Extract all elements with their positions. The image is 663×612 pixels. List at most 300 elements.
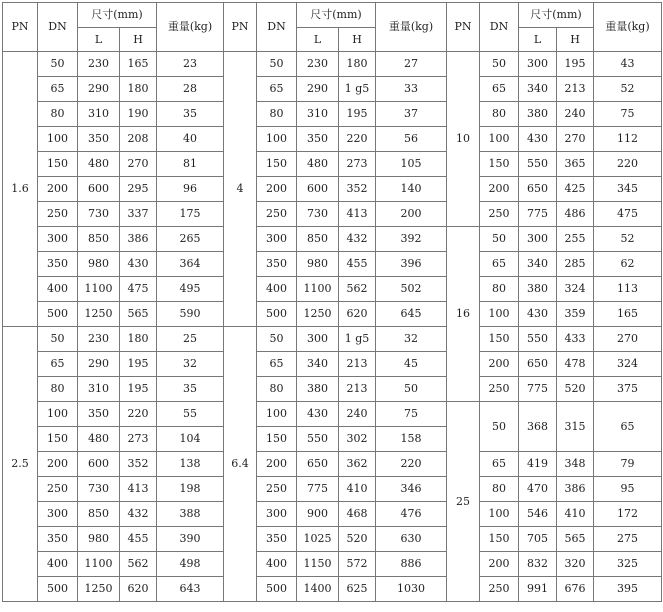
dn-header: DN — [480, 3, 519, 52]
l-cell: 980 — [297, 252, 339, 277]
l-cell: 980 — [78, 527, 120, 552]
dn-cell: 150 — [38, 427, 78, 452]
weight-cell: 396 — [376, 252, 447, 277]
dn-cell: 150 — [480, 327, 519, 352]
l-cell: 1250 — [297, 302, 339, 327]
dn-cell: 50 — [480, 52, 519, 77]
weight-header: 重量(kg) — [594, 3, 662, 52]
l-header: L — [78, 28, 120, 52]
weight-cell: 390 — [157, 527, 224, 552]
dn-cell: 500 — [257, 577, 297, 602]
weight-cell: 56 — [376, 127, 447, 152]
h-cell: 520 — [339, 527, 376, 552]
dn-cell: 200 — [257, 452, 297, 477]
size-header: 尺寸(mm) — [519, 3, 594, 28]
dn-cell: 350 — [257, 252, 297, 277]
table-row — [3, 52, 662, 77]
table-row — [3, 452, 662, 477]
dn-cell: 65 — [480, 77, 519, 102]
dn-cell: 250 — [38, 477, 78, 502]
pn-cell: 10 — [447, 52, 480, 227]
weight-cell: 392 — [376, 227, 447, 252]
h-cell: 165 — [120, 52, 157, 77]
weight-cell: 75 — [376, 402, 447, 427]
dn-cell: 300 — [257, 227, 297, 252]
dn-cell: 300 — [38, 227, 78, 252]
header-row-1 — [3, 3, 662, 28]
weight-cell: 138 — [157, 452, 224, 477]
weight-cell: 32 — [157, 352, 224, 377]
h-cell: 320 — [557, 552, 594, 577]
l-cell: 300 — [519, 227, 557, 252]
weight-cell: 52 — [594, 227, 662, 252]
dn-cell: 350 — [257, 527, 297, 552]
weight-cell: 476 — [376, 502, 447, 527]
h-cell: 220 — [339, 127, 376, 152]
l-cell: 230 — [78, 327, 120, 352]
weight-cell: 1030 — [376, 577, 447, 602]
l-cell: 1100 — [78, 552, 120, 577]
h-cell: 478 — [557, 352, 594, 377]
h-cell: 337 — [120, 202, 157, 227]
weight-cell: 498 — [157, 552, 224, 577]
weight-cell: 325 — [594, 552, 662, 577]
weight-header: 重量(kg) — [157, 3, 224, 52]
pn-cell: 1.6 — [3, 52, 38, 327]
dn-cell: 150 — [257, 152, 297, 177]
l-cell: 310 — [297, 102, 339, 127]
weight-cell: 275 — [594, 527, 662, 552]
l-cell: 350 — [78, 402, 120, 427]
h-cell: 240 — [339, 402, 376, 427]
h-cell: 562 — [339, 277, 376, 302]
weight-header: 重量(kg) — [376, 3, 447, 52]
weight-cell: 175 — [157, 202, 224, 227]
l-cell: 850 — [297, 227, 339, 252]
dn-cell: 350 — [38, 527, 78, 552]
h-cell: 413 — [339, 202, 376, 227]
h-cell: 386 — [557, 477, 594, 502]
table-row — [3, 202, 662, 227]
dn-cell: 400 — [257, 277, 297, 302]
l-cell: 730 — [78, 202, 120, 227]
h-cell: 295 — [120, 177, 157, 202]
weight-cell: 645 — [376, 302, 447, 327]
weight-cell: 270 — [594, 327, 662, 352]
pn-cell: 16 — [447, 227, 480, 402]
h-cell: 195 — [557, 52, 594, 77]
l-cell: 1025 — [297, 527, 339, 552]
dn-cell: 65 — [480, 452, 519, 477]
h-cell: 213 — [339, 352, 376, 377]
weight-cell: 81 — [157, 152, 224, 177]
h-cell: 270 — [120, 152, 157, 177]
weight-cell: 45 — [376, 352, 447, 377]
weight-cell: 95 — [594, 477, 662, 502]
dn-cell: 400 — [257, 552, 297, 577]
size-header: 尺寸(mm) — [78, 3, 157, 28]
table-row — [3, 552, 662, 577]
weight-cell: 113 — [594, 277, 662, 302]
dn-cell: 250 — [480, 202, 519, 227]
dn-cell: 200 — [480, 352, 519, 377]
l-cell: 300 — [297, 327, 339, 352]
l-cell: 419 — [519, 452, 557, 477]
h-header: H — [120, 28, 157, 52]
dn-cell: 50 — [257, 327, 297, 352]
l-cell: 1150 — [297, 552, 339, 577]
dn-cell: 80 — [38, 102, 78, 127]
weight-cell: 502 — [376, 277, 447, 302]
l-cell: 1250 — [78, 577, 120, 602]
dn-cell: 250 — [480, 577, 519, 602]
l-cell: 850 — [78, 227, 120, 252]
l-cell: 1100 — [78, 277, 120, 302]
h-cell: 432 — [120, 502, 157, 527]
h-cell: 386 — [120, 227, 157, 252]
h-cell: 520 — [557, 377, 594, 402]
h-cell: 302 — [339, 427, 376, 452]
l-cell: 380 — [519, 102, 557, 127]
l-cell: 480 — [78, 152, 120, 177]
dn-cell: 100 — [480, 302, 519, 327]
l-cell: 380 — [297, 377, 339, 402]
weight-cell: 886 — [376, 552, 447, 577]
dn-cell: 250 — [257, 477, 297, 502]
l-cell: 350 — [78, 127, 120, 152]
h-cell: 190 — [120, 102, 157, 127]
l-cell: 290 — [297, 77, 339, 102]
dn-cell: 80 — [480, 477, 519, 502]
l-cell: 290 — [78, 77, 120, 102]
h-cell: 572 — [339, 552, 376, 577]
table-row — [3, 502, 662, 527]
table-row — [3, 77, 662, 102]
dn-cell: 100 — [257, 402, 297, 427]
l-cell: 832 — [519, 552, 557, 577]
weight-cell: 324 — [594, 352, 662, 377]
spec-table-container — [2, 2, 662, 602]
h-cell: 565 — [557, 527, 594, 552]
weight-cell: 33 — [376, 77, 447, 102]
table-row — [3, 177, 662, 202]
h-cell: 625 — [339, 577, 376, 602]
weight-cell: 643 — [157, 577, 224, 602]
dn-cell: 200 — [38, 452, 78, 477]
h-cell: 365 — [557, 152, 594, 177]
weight-cell: 158 — [376, 427, 447, 452]
l-cell: 430 — [519, 302, 557, 327]
dn-cell: 350 — [38, 252, 78, 277]
pn-header: PN — [447, 3, 480, 52]
weight-cell: 52 — [594, 77, 662, 102]
dn-cell: 50 — [480, 402, 519, 452]
dn-cell: 250 — [257, 202, 297, 227]
h-cell: 565 — [120, 302, 157, 327]
l-cell: 230 — [297, 52, 339, 77]
l-cell: 380 — [519, 277, 557, 302]
l-cell: 650 — [519, 352, 557, 377]
dn-cell: 250 — [480, 377, 519, 402]
weight-cell: 35 — [157, 102, 224, 127]
pn-cell: 4 — [224, 52, 257, 327]
weight-cell: 172 — [594, 502, 662, 527]
weight-cell: 28 — [157, 77, 224, 102]
weight-cell: 165 — [594, 302, 662, 327]
weight-cell: 220 — [376, 452, 447, 477]
dn-cell: 100 — [38, 127, 78, 152]
dn-cell: 65 — [257, 352, 297, 377]
weight-cell: 364 — [157, 252, 224, 277]
dn-cell: 200 — [257, 177, 297, 202]
h-cell: 430 — [120, 252, 157, 277]
dn-cell: 100 — [257, 127, 297, 152]
dn-cell: 50 — [480, 227, 519, 252]
weight-cell: 475 — [594, 202, 662, 227]
h-cell: 180 — [339, 52, 376, 77]
l-cell: 340 — [297, 352, 339, 377]
l-cell: 775 — [519, 202, 557, 227]
h-cell: 413 — [120, 477, 157, 502]
h-cell: 468 — [339, 502, 376, 527]
dn-cell: 80 — [480, 102, 519, 127]
pn-cell: 2.5 — [3, 327, 38, 602]
h-cell: 410 — [557, 502, 594, 527]
l-cell: 1100 — [297, 277, 339, 302]
pn-cell: 6.4 — [224, 327, 257, 602]
dn-cell: 80 — [480, 277, 519, 302]
l-cell: 1250 — [78, 302, 120, 327]
l-cell: 430 — [297, 402, 339, 427]
h-cell: 362 — [339, 452, 376, 477]
dn-cell: 150 — [480, 527, 519, 552]
h-cell: 180 — [120, 77, 157, 102]
l-cell: 1400 — [297, 577, 339, 602]
weight-cell: 590 — [157, 302, 224, 327]
dn-cell: 50 — [38, 52, 78, 77]
table-row — [3, 152, 662, 177]
l-cell: 340 — [519, 252, 557, 277]
l-cell: 730 — [297, 202, 339, 227]
weight-cell: 112 — [594, 127, 662, 152]
h-cell: 455 — [339, 252, 376, 277]
l-cell: 705 — [519, 527, 557, 552]
h-cell: 410 — [339, 477, 376, 502]
h-cell: 270 — [557, 127, 594, 152]
weight-cell: 43 — [594, 52, 662, 77]
h-cell: 1 g5 — [339, 327, 376, 352]
dn-cell: 150 — [480, 152, 519, 177]
l-header: L — [297, 28, 339, 52]
h-cell: 352 — [339, 177, 376, 202]
dn-header: DN — [38, 3, 78, 52]
l-cell: 550 — [297, 427, 339, 452]
dn-cell: 50 — [38, 327, 78, 352]
l-cell: 300 — [519, 52, 557, 77]
weight-cell: 265 — [157, 227, 224, 252]
dn-cell: 65 — [38, 352, 78, 377]
weight-cell: 62 — [594, 252, 662, 277]
l-cell: 430 — [519, 127, 557, 152]
h-cell: 273 — [120, 427, 157, 452]
dn-cell: 250 — [38, 202, 78, 227]
weight-cell: 25 — [157, 327, 224, 352]
h-cell: 180 — [120, 327, 157, 352]
weight-cell: 79 — [594, 452, 662, 477]
weight-cell: 345 — [594, 177, 662, 202]
h-cell: 455 — [120, 527, 157, 552]
table-row — [3, 252, 662, 277]
h-cell: 1 g5 — [339, 77, 376, 102]
table-row — [3, 102, 662, 127]
dn-cell: 150 — [38, 152, 78, 177]
weight-cell: 388 — [157, 502, 224, 527]
l-cell: 480 — [78, 427, 120, 452]
l-cell: 470 — [519, 477, 557, 502]
table-row — [3, 327, 662, 352]
weight-cell: 375 — [594, 377, 662, 402]
h-cell: 285 — [557, 252, 594, 277]
dn-cell: 80 — [257, 377, 297, 402]
weight-cell: 65 — [594, 402, 662, 452]
dn-cell: 200 — [480, 552, 519, 577]
weight-cell: 37 — [376, 102, 447, 127]
dn-cell: 500 — [38, 577, 78, 602]
h-header: H — [339, 28, 376, 52]
l-cell: 350 — [297, 127, 339, 152]
dn-cell: 100 — [480, 127, 519, 152]
h-cell: 562 — [120, 552, 157, 577]
dn-cell: 100 — [480, 502, 519, 527]
l-cell: 775 — [519, 377, 557, 402]
h-header: H — [557, 28, 594, 52]
h-cell: 213 — [339, 377, 376, 402]
weight-cell: 104 — [157, 427, 224, 452]
weight-cell: 395 — [594, 577, 662, 602]
header-row-2 — [3, 28, 662, 52]
table-row — [3, 302, 662, 327]
dn-cell: 300 — [38, 502, 78, 527]
h-cell: 220 — [120, 402, 157, 427]
dn-cell: 400 — [38, 277, 78, 302]
weight-cell: 50 — [376, 377, 447, 402]
l-cell: 600 — [297, 177, 339, 202]
h-cell: 195 — [120, 352, 157, 377]
weight-cell: 32 — [376, 327, 447, 352]
table-row — [3, 127, 662, 152]
h-cell: 255 — [557, 227, 594, 252]
l-cell: 650 — [297, 452, 339, 477]
l-header: L — [519, 28, 557, 52]
l-cell: 550 — [519, 152, 557, 177]
weight-cell: 198 — [157, 477, 224, 502]
dn-cell: 300 — [257, 502, 297, 527]
weight-cell: 200 — [376, 202, 447, 227]
table-row — [3, 577, 662, 602]
h-cell: 348 — [557, 452, 594, 477]
h-cell: 676 — [557, 577, 594, 602]
weight-cell: 220 — [594, 152, 662, 177]
weight-cell: 346 — [376, 477, 447, 502]
l-cell: 368 — [519, 402, 557, 452]
pn-cell: 25 — [447, 402, 480, 602]
weight-cell: 105 — [376, 152, 447, 177]
dn-cell: 500 — [257, 302, 297, 327]
h-cell: 475 — [120, 277, 157, 302]
h-cell: 432 — [339, 227, 376, 252]
table-row — [3, 402, 662, 427]
l-cell: 980 — [78, 252, 120, 277]
h-cell: 315 — [557, 402, 594, 452]
weight-cell: 96 — [157, 177, 224, 202]
table-row — [3, 377, 662, 402]
l-cell: 310 — [78, 377, 120, 402]
l-cell: 230 — [78, 52, 120, 77]
dn-cell: 150 — [257, 427, 297, 452]
dn-cell: 80 — [257, 102, 297, 127]
table-row — [3, 227, 662, 252]
dn-cell: 50 — [257, 52, 297, 77]
h-cell: 433 — [557, 327, 594, 352]
valve-spec-table — [2, 2, 662, 602]
h-cell: 352 — [120, 452, 157, 477]
weight-cell: 40 — [157, 127, 224, 152]
l-cell: 310 — [78, 102, 120, 127]
l-cell: 480 — [297, 152, 339, 177]
pn-header: PN — [224, 3, 257, 52]
table-row — [3, 352, 662, 377]
l-cell: 900 — [297, 502, 339, 527]
dn-cell: 65 — [38, 77, 78, 102]
h-cell: 324 — [557, 277, 594, 302]
h-cell: 208 — [120, 127, 157, 152]
l-cell: 600 — [78, 177, 120, 202]
size-header: 尺寸(mm) — [297, 3, 376, 28]
dn-cell: 65 — [257, 77, 297, 102]
dn-cell: 100 — [38, 402, 78, 427]
h-cell: 425 — [557, 177, 594, 202]
l-cell: 546 — [519, 502, 557, 527]
weight-cell: 55 — [157, 402, 224, 427]
l-cell: 600 — [78, 452, 120, 477]
dn-cell: 80 — [38, 377, 78, 402]
h-cell: 359 — [557, 302, 594, 327]
dn-cell: 400 — [38, 552, 78, 577]
weight-cell: 27 — [376, 52, 447, 77]
l-cell: 550 — [519, 327, 557, 352]
dn-header: DN — [257, 3, 297, 52]
dn-cell: 500 — [38, 302, 78, 327]
h-cell: 486 — [557, 202, 594, 227]
weight-cell: 23 — [157, 52, 224, 77]
weight-cell: 630 — [376, 527, 447, 552]
h-cell: 195 — [120, 377, 157, 402]
l-cell: 340 — [519, 77, 557, 102]
h-cell: 620 — [339, 302, 376, 327]
weight-cell: 75 — [594, 102, 662, 127]
h-cell: 213 — [557, 77, 594, 102]
table-row — [3, 527, 662, 552]
weight-cell: 140 — [376, 177, 447, 202]
weight-cell: 35 — [157, 377, 224, 402]
pn-header: PN — [3, 3, 38, 52]
dn-cell: 200 — [480, 177, 519, 202]
l-cell: 850 — [78, 502, 120, 527]
h-cell: 273 — [339, 152, 376, 177]
l-cell: 775 — [297, 477, 339, 502]
dn-cell: 65 — [480, 252, 519, 277]
weight-cell: 495 — [157, 277, 224, 302]
